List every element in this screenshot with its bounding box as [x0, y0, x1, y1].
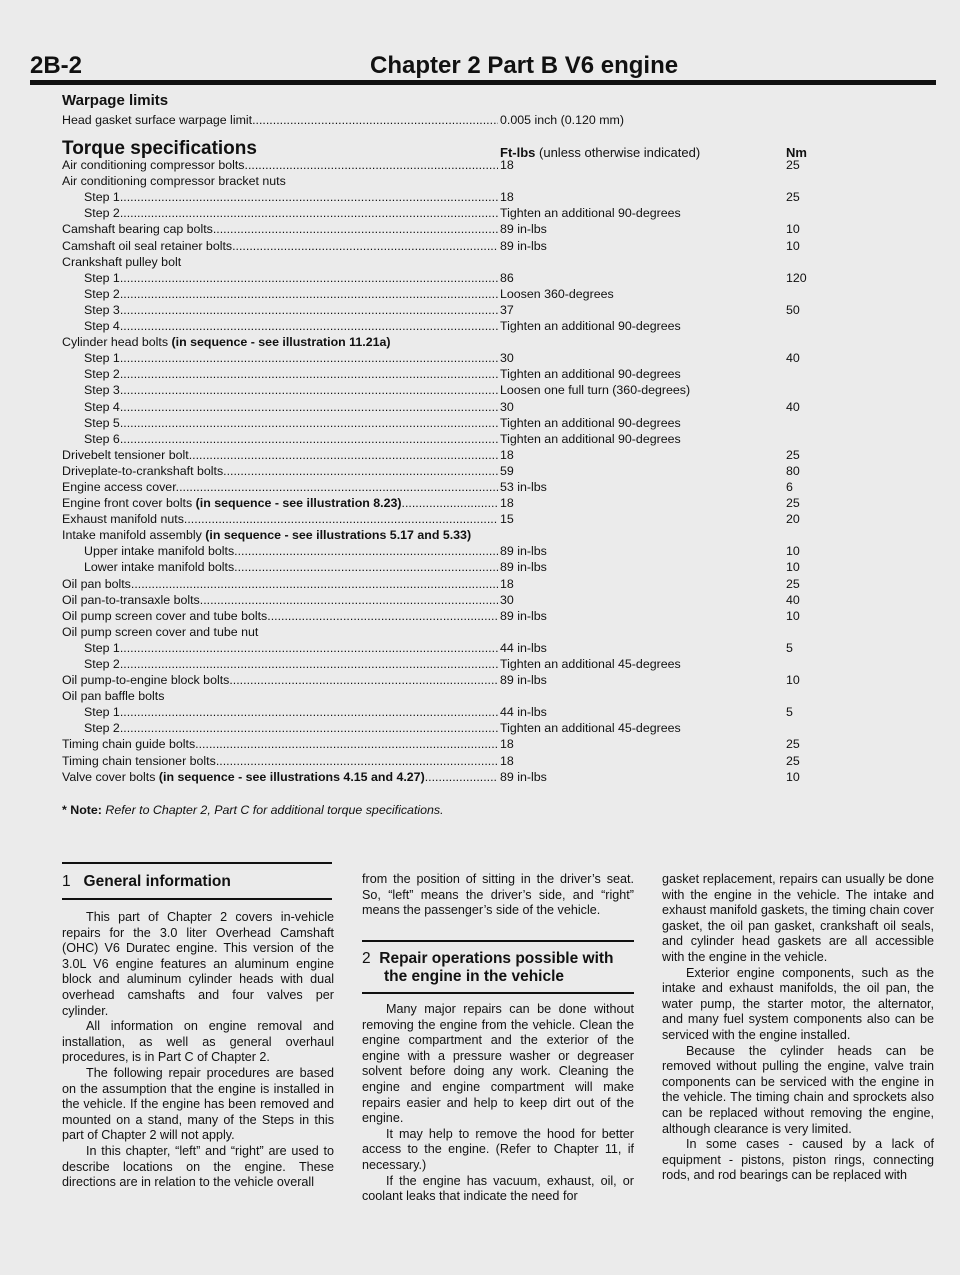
section1-paragraph: All information on engine removal and installation, as well as general overhaul procedures, is in Part C of Chapter 2. [62, 1019, 334, 1065]
torque-row [62, 415, 922, 431]
torque-row [62, 495, 922, 511]
torque-heading: Torque specifications [62, 138, 257, 159]
torque-row-ftlbs: 44 in-lbs [500, 640, 547, 655]
section2-paragraph: Many major repairs can be done without removing the engine from the vehicle. Clean the engine compartment and the exterior of the engine with a pressure washer or degreaser solvent before doing any work. Cleaning the engine and engine compartment will make repairs easier and help to keep dirt out of the engine. [362, 1002, 634, 1126]
torque-row-ftlbs: 89 in-lbs [500, 608, 547, 623]
torque-row [62, 592, 922, 608]
torque-row-label: Valve cover bolts (in sequence - see illustrations 4.15 and 4.27) ..... [62, 769, 498, 785]
section1-continuation [362, 872, 634, 919]
torque-row-ftlbs: 89 in-lbs [500, 560, 547, 575]
warpage-heading: Warpage limits [62, 92, 169, 109]
torque-row-ftlbs: 86 [500, 270, 514, 285]
torque-row-nm: 25 [786, 753, 800, 768]
torque-row-ftlbs: 89 in-lbs [500, 222, 547, 237]
torque-row-ftlbs: 18 [500, 496, 514, 511]
warpage-value: 0.005 inch (0.120 mm) [500, 113, 624, 127]
footnote-prefix: * Note: [62, 803, 102, 817]
torque-row-label: Crankshaft pulley bolt [62, 254, 182, 269]
torque-row-label: Step 4 ..... [84, 399, 498, 415]
torque-row-ftlbs: 44 in-lbs [500, 705, 547, 720]
section2-top-rule [362, 940, 634, 942]
torque-row [62, 624, 922, 640]
torque-row-ftlbs: 18 [500, 158, 514, 173]
ftlbs-label: Ft-lbs [500, 145, 536, 160]
section2-paragraph: Exterior engine components, such as the intake and exhaust manifolds, the oil pan, the water pump, the starter motor, the alternator, and many fuel system components also can be serviced with the engine installed. [662, 965, 934, 1042]
torque-row [62, 559, 922, 575]
torque-row-nm: 25 [786, 447, 800, 462]
torque-row-ftlbs: Tighten an additional 45-degrees [500, 657, 681, 671]
torque-row-label: Cylinder head bolts (in sequence - see illustration 11.21a) [62, 335, 391, 350]
torque-row [62, 704, 922, 720]
torque-row-note: (in sequence - see illustrations 4.15 and 4.27) [158, 769, 425, 784]
torque-row-label: Intake manifold assembly (in sequence - see illustrations 5.17 and 5.33) [62, 528, 472, 543]
torque-row-label: Engine access cover ..... [62, 479, 498, 495]
torque-row-nm: 10 [786, 544, 800, 559]
section1-heading [62, 873, 231, 891]
torque-row-nm: 25 [786, 576, 800, 591]
torque-row-label: Step 2 ..... [84, 656, 498, 672]
torque-row-label: Step 2 ..... [84, 366, 498, 382]
torque-row-nm: 20 [786, 512, 800, 527]
torque-row-nm: 10 [786, 673, 800, 688]
torque-row-label: Oil pan-to-transaxle bolts ..... [62, 592, 498, 608]
torque-row-nm: 10 [786, 608, 800, 623]
torque-row-label: Air conditioning compressor bolts ..... [62, 157, 498, 173]
torque-row-nm: 5 [786, 705, 793, 720]
warpage-row [62, 112, 922, 128]
header-rule [30, 80, 936, 85]
torque-row [62, 656, 922, 672]
torque-row-label: Step 4 ..... [84, 318, 498, 334]
torque-row [62, 640, 922, 656]
warpage-label: Head gasket surface warpage limit ..... [62, 112, 498, 128]
ftlbs-note: (unless otherwise indicated) [539, 145, 701, 160]
torque-row-ftlbs: 89 in-lbs [500, 769, 547, 784]
section1-body [62, 910, 334, 1191]
section2-paragraph: gasket replacement, repairs can usually be done with the engine in the vehicle. The intake and exhaust manifold gaskets, the timing chain cover gasket, the oil pan gasket, crankshaft oil seals, and cylinder head gaskets are all accessible with the engine in the vehicle. [662, 872, 934, 964]
torque-row-note: (in sequence - see illustration 8.23) [195, 496, 402, 511]
spec-table [62, 112, 922, 785]
torque-row [62, 366, 922, 382]
torque-row [62, 350, 922, 366]
torque-row-nm: 25 [786, 737, 800, 752]
torque-row-nm: 10 [786, 560, 800, 575]
torque-row-label: Step 3 ..... [84, 302, 498, 318]
section1-paragraph: In this chapter, “left” and “right” are used to describe locations on the engine. These directions are in relation to the vehicle overall [62, 1143, 334, 1190]
torque-row [62, 769, 922, 785]
section2-continuation [662, 872, 934, 1184]
torque-row [62, 318, 922, 334]
torque-row [62, 543, 922, 559]
torque-row-label: Step 2 ..... [84, 720, 498, 736]
torque-row-nm: 5 [786, 640, 793, 655]
footnote-text: Refer to Chapter 2, Part C for additional torque specifications. [105, 803, 444, 817]
torque-row-ftlbs: Tighten an additional 90-degrees [500, 319, 681, 334]
torque-row-ftlbs: 53 in-lbs [500, 479, 547, 494]
torque-row-ftlbs: Tighten an additional 90-degrees [500, 367, 681, 382]
torque-row [62, 302, 922, 318]
section2-paragraph: If the engine has vacuum, exhaust, oil, or coolant leaks that indicate the need for [362, 1173, 634, 1204]
torque-row-nm: 40 [786, 399, 800, 414]
torque-row-ftlbs: Loosen one full turn (360-degrees) [500, 383, 691, 398]
torque-row-label: Air conditioning compressor bracket nuts [62, 174, 286, 189]
torque-row-label: Driveplate-to-crankshaft bolts ..... [62, 463, 498, 479]
torque-row-label: Step 5 ..... [84, 415, 498, 431]
section2-paragraph: It may help to remove the hood for better access to the engine. (Refer to Chapter 11, if necessary.) [362, 1126, 634, 1172]
torque-row-label: Step 1 ..... [84, 640, 498, 656]
section2-paragraph: Because the cylinder heads can be removed without pulling the engine, valve train components can be serviced with the engine in the vehicle. The timing chain and sprockets also can be replaced without removing the engine, although clearance is very limited. [662, 1043, 934, 1136]
torque-row [62, 736, 922, 752]
torque-row [62, 753, 922, 769]
torque-row-label: Step 3 ..... [84, 382, 498, 398]
section1-title: General information [83, 873, 231, 890]
torque-row-ftlbs: 89 in-lbs [500, 238, 547, 253]
torque-row-ftlbs: Tighten an additional 45-degrees [500, 721, 681, 736]
torque-row [62, 688, 922, 704]
torque-row [62, 205, 922, 221]
torque-row-ftlbs: 18 [500, 753, 514, 768]
torque-row [62, 672, 922, 688]
torque-row-nm: 10 [786, 238, 800, 253]
torque-row [62, 511, 922, 527]
torque-row [62, 157, 922, 173]
footnote [62, 803, 444, 817]
torque-row-label: Step 1 ..... [84, 704, 498, 720]
torque-row-note: (in sequence - see illustration 11.21a) [171, 335, 391, 350]
torque-row-label: Step 1 ..... [84, 270, 498, 286]
section2-paragraph: In some cases - caused by a lack of equipment - pistons, piston rings, connecting rods, and rod bearings can be replaced with [662, 1137, 934, 1183]
torque-row-nm: 40 [786, 592, 800, 607]
torque-row-nm: 25 [786, 190, 800, 205]
torque-row [62, 382, 922, 398]
torque-row-nm: 80 [786, 463, 800, 478]
torque-row [62, 431, 922, 447]
section1-paragraph: This part of Chapter 2 covers in-vehicle repairs for the 3.0 liter Overhead Camshaft (OHC) V6 Duratec engine. This version of the 3.0L V6 engine features an aluminum engine block and aluminum cylinder heads with dual overhead camshafts and four valves per cylinder. [62, 910, 334, 1018]
page-number: 2B-2 [30, 52, 83, 79]
torque-row [62, 479, 922, 495]
torque-row-ftlbs: Loosen 360-degrees [500, 286, 614, 301]
torque-row-ftlbs: 18 [500, 190, 514, 205]
section2-title-line1: Repair operations possible with [379, 950, 614, 967]
torque-row-ftlbs: Tighten an additional 90-degrees [500, 206, 681, 221]
torque-row [62, 463, 922, 479]
torque-row-label: Upper intake manifold bolts ..... [84, 543, 498, 559]
torque-row-ftlbs: 30 [500, 351, 514, 366]
torque-row-nm: 120 [786, 270, 807, 285]
section1-continuation-text: from the position of sitting in the driver’s seat. So, “left” means the driver’s side, and “right” means the passenger’s side of the vehicle. [362, 872, 634, 918]
torque-row-label: Step 1 ..... [84, 350, 498, 366]
torque-row-label: Lower intake manifold bolts ..... [84, 559, 498, 575]
torque-row [62, 399, 922, 415]
section2-body [362, 1002, 634, 1205]
torque-row [62, 576, 922, 592]
section2-bottom-rule [362, 992, 634, 994]
torque-row [62, 608, 922, 624]
section1-top-rule [62, 862, 332, 864]
section2-title-line2: the engine in the vehicle [384, 968, 565, 985]
torque-row [62, 221, 922, 237]
torque-row-nm: 10 [786, 769, 800, 784]
torque-row [62, 189, 922, 205]
torque-row-label: Camshaft oil seal retainer bolts ..... [62, 238, 498, 254]
torque-row-ftlbs: 30 [500, 399, 514, 414]
torque-row-label: Oil pan baffle bolts [62, 689, 165, 704]
section1-bottom-rule [62, 898, 332, 900]
torque-row-ftlbs: 18 [500, 447, 514, 462]
torque-row-label: Timing chain tensioner bolts ..... [62, 753, 498, 769]
torque-row-label: Oil pan bolts ..... [62, 576, 498, 592]
torque-row-ftlbs: 18 [500, 576, 514, 591]
torque-row [62, 720, 922, 736]
torque-row-ftlbs: 89 in-lbs [500, 544, 547, 559]
section2-heading [362, 950, 614, 986]
torque-row-ftlbs: 30 [500, 592, 514, 607]
torque-row-ftlbs: 59 [500, 463, 514, 478]
torque-row-label: Drivebelt tensioner bolt ..... [62, 447, 498, 463]
torque-row-nm: 25 [786, 158, 800, 173]
torque-row-nm: 10 [786, 222, 800, 237]
torque-row-nm: 6 [786, 479, 793, 494]
torque-row-nm: 40 [786, 351, 800, 366]
torque-row [62, 527, 922, 543]
section1-paragraph: The following repair procedures are based on the assumption that the engine is installed in the vehicle. If the engine has been removed and mounted on a stand, many of the Steps in this part of Chapter 2 will not apply. [62, 1065, 334, 1143]
torque-row [62, 254, 922, 270]
torque-row-label: Step 6 ..... [84, 431, 498, 447]
torque-row-ftlbs: 18 [500, 737, 514, 752]
torque-row-label: Engine front cover bolts (in sequence - see illustration 8.23) ..... [62, 495, 498, 511]
nm-column-header: Nm [786, 145, 807, 160]
torque-row-ftlbs: 37 [500, 302, 514, 317]
torque-row-label: Camshaft bearing cap bolts ..... [62, 221, 498, 237]
torque-row-note: (in sequence - see illustrations 5.17 and 5.33) [205, 528, 472, 543]
torque-row [62, 270, 922, 286]
torque-row [62, 286, 922, 302]
torque-row-ftlbs: Tighten an additional 90-degrees [500, 431, 681, 446]
torque-row-label: Oil pump-to-engine block bolts ..... [62, 672, 498, 688]
torque-row-label: Timing chain guide bolts ..... [62, 736, 498, 752]
torque-row-label: Step 1 ..... [84, 189, 498, 205]
torque-row-ftlbs: Tighten an additional 90-degrees [500, 415, 681, 430]
chapter-title: Chapter 2 Part B V6 engine [370, 52, 679, 79]
torque-row-label: Exhaust manifold nuts ..... [62, 511, 498, 527]
torque-row-label: Oil pump screen cover and tube bolts ..... [62, 608, 498, 624]
torque-row-ftlbs: 89 in-lbs [500, 673, 547, 688]
torque-row-nm: 25 [786, 496, 800, 511]
section2-number: 2 [362, 950, 371, 967]
torque-row [62, 173, 922, 189]
torque-row-ftlbs: 15 [500, 512, 514, 527]
torque-row-label: Step 2 ..... [84, 205, 498, 221]
torque-row-label: Step 2 ..... [84, 286, 498, 302]
torque-rows [62, 157, 922, 785]
torque-row [62, 447, 922, 463]
section1-number: 1 [62, 873, 71, 890]
torque-row [62, 334, 922, 350]
torque-row-nm: 50 [786, 302, 800, 317]
torque-row-label: Oil pump screen cover and tube nut [62, 624, 259, 639]
torque-row [62, 238, 922, 254]
